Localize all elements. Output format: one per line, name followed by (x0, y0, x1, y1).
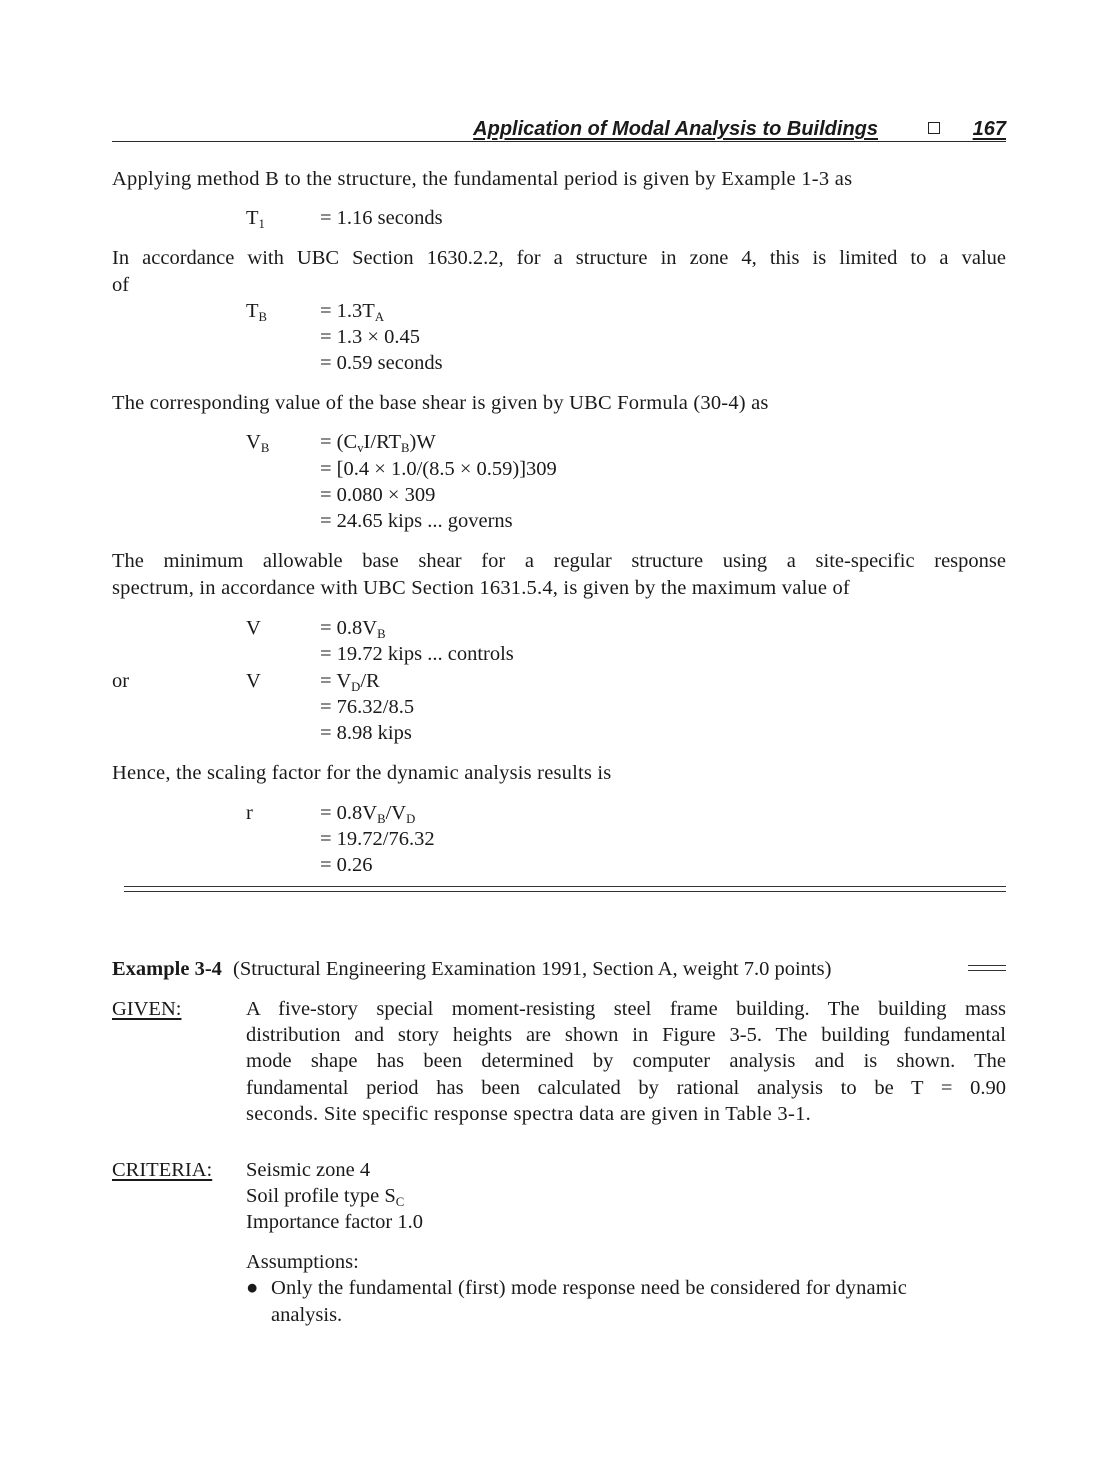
page-number: 167 (972, 118, 1006, 140)
eq-v2-row1: = $V_D/R$ (320, 670, 380, 694)
scaling-factor-paragraph: Hence, the scaling factor for the dynamic analysis results is (112, 762, 612, 784)
criteria-importance-factor: Importance factor 1.0 (246, 1211, 424, 1233)
given-label: GIVEN: (112, 998, 182, 1020)
eq-tb-lhs: $T_B$ (246, 300, 268, 324)
eq-r-lhs: r (246, 802, 253, 824)
example-heading-rule (968, 965, 1006, 971)
given-line-3: mode shape has been determined by computer analysis and is shown. The (246, 1050, 1006, 1072)
assumption-bullet-line2: analysis. (271, 1304, 343, 1326)
eq-tb-row3: = 0.59 seconds (320, 352, 443, 374)
eq-vb-row4: = 24.65 kips ... governs (320, 510, 513, 532)
eq-vb-row3: = 0.080 × 309 (320, 484, 436, 506)
assumption-bullet-line1: Only the fundamental (first) mode response need be considered for dynamic (271, 1277, 907, 1299)
eq-v2-lhs: V (246, 670, 261, 692)
base-shear-paragraph: The corresponding value of the base shear is given by UBC Formula (30-4) as (112, 392, 769, 414)
eq-r-row2: = 19.72/76.32 (320, 828, 435, 850)
eq-r-row1: = $0.8V_B/V_D$ (320, 802, 416, 826)
header-rule (112, 141, 1006, 142)
eq-vb-row2: = [0.4 × 1.0/(8.5 × 0.59)]309 (320, 458, 557, 480)
criteria-soil-profile: Soil profile type $S_C$ (246, 1185, 405, 1209)
eq-t1-rhs: = 1.16 seconds (320, 207, 443, 229)
running-title: Application of Modal Analysis to Buildings (473, 118, 878, 140)
eq-v1-lhs: V (246, 617, 261, 639)
eq-or-label: or (112, 670, 130, 692)
bullet-icon: ● (246, 1277, 259, 1299)
min-shear-paragraph-line2: spectrum, in accordance with UBC Section 1631.5.4, is given by the maximum value of (112, 577, 850, 599)
small-square-icon (928, 122, 940, 134)
example-caption: (Structural Engineering Examination 1991, Section A, weight 7.0 points) (233, 958, 832, 980)
eq-v1-row1: = $0.8V_B$ (320, 617, 386, 641)
eq-vb-row1: = $(C_vI/RT_B)W$ (320, 431, 436, 455)
min-shear-paragraph-line1: The minimum allowable base shear for a regular structure using a site-specific response (112, 550, 1006, 572)
given-line-5: seconds. Site specific response spectra data are given in Table 3-1. (246, 1103, 812, 1125)
eq-v2-row3: = 8.98 kips (320, 722, 412, 744)
running-header (112, 116, 1006, 142)
eq-vb-lhs: $V_B$ (246, 431, 270, 455)
intro-paragraph: Applying method B to the structure, the fundamental period is given by Example 1-3 as (112, 168, 853, 190)
given-line-1: A five-story special moment-resisting steel frame building. The building mass (246, 998, 1006, 1020)
criteria-label: CRITERIA: (112, 1159, 213, 1181)
ubc-limit-paragraph-line2: of (112, 274, 130, 296)
example-heading (112, 956, 831, 982)
assumptions-label: Assumptions: (246, 1251, 359, 1273)
given-line-4: fundamental period has been calculated by rational analysis to be T = 0.90 (246, 1077, 1006, 1099)
ubc-limit-paragraph-line1: In accordance with UBC Section 1630.2.2, for a structure in zone 4, this is limited to a value (112, 247, 1006, 269)
end-of-example-double-rule (124, 886, 1006, 892)
criteria-zone: Seismic zone 4 (246, 1159, 371, 1181)
given-line-2: distribution and story heights are shown in Figure 3-5. The building fundamental (246, 1024, 1006, 1046)
eq-r-row3: = 0.26 (320, 854, 373, 876)
eq-tb-row2: = 1.3 × 0.45 (320, 326, 420, 348)
eq-v2-row2: = 76.32/8.5 (320, 696, 415, 718)
eq-t1-lhs: $T_1$ (246, 207, 265, 231)
example-label: Example 3-4 (112, 958, 222, 980)
eq-v1-row2: = 19.72 kips ... controls (320, 643, 514, 665)
eq-tb-row1: = $1.3T_A$ (320, 300, 385, 324)
